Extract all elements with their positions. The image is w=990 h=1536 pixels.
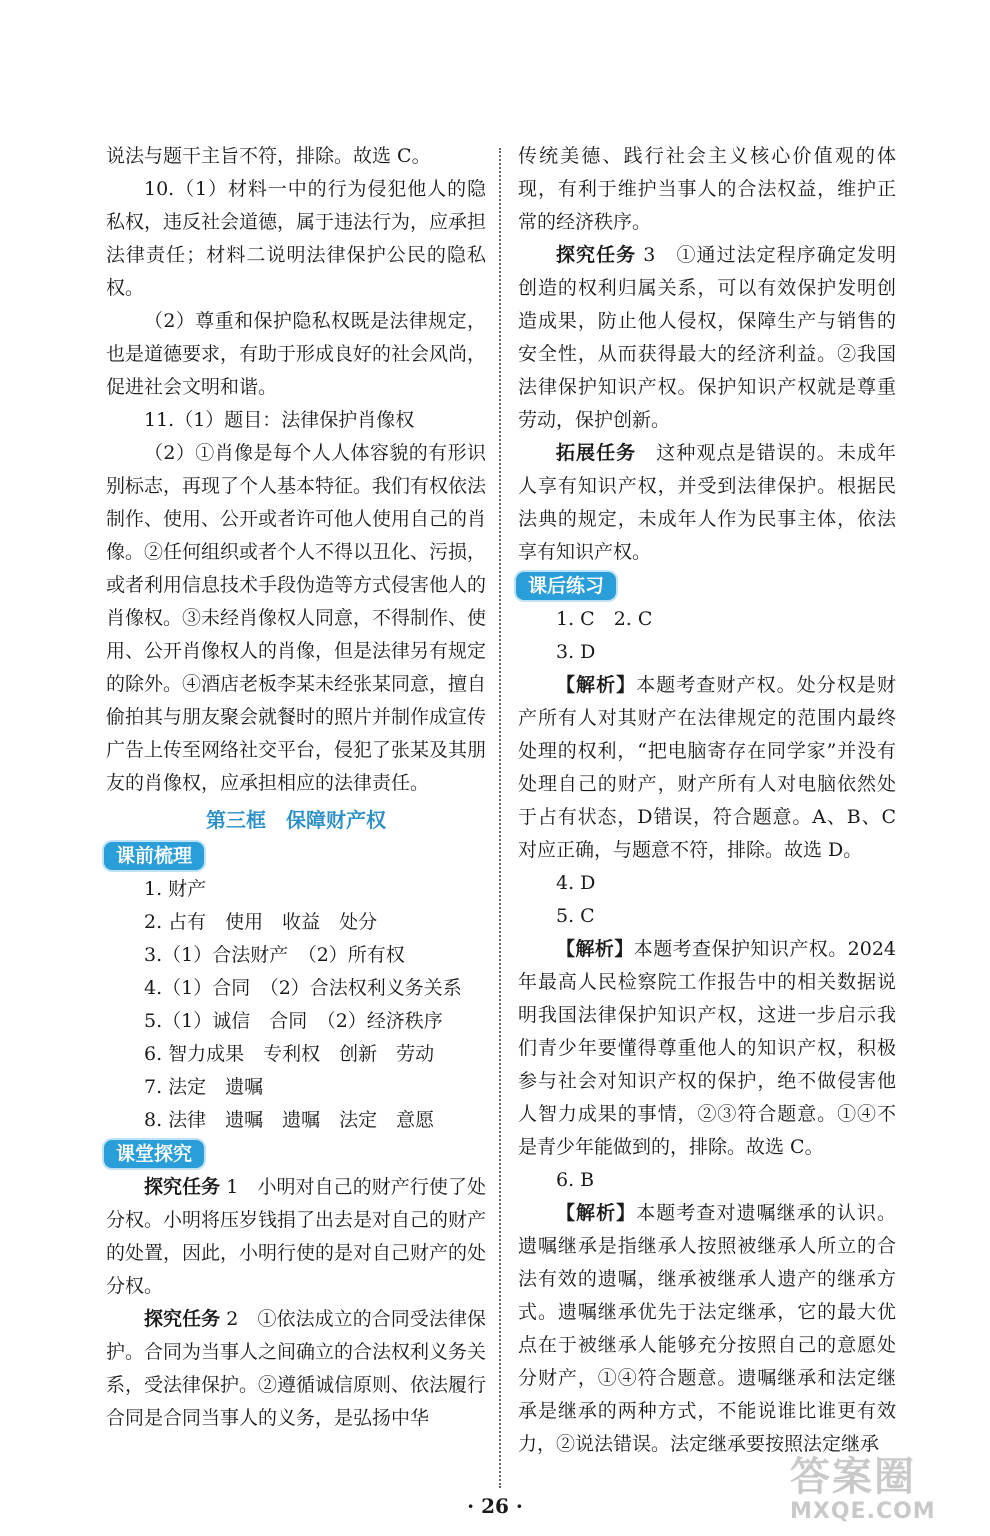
list-item: 8. 法律 遗嘱 遗嘱 法定 意愿 [144, 1109, 435, 1131]
analysis-3 [518, 669, 896, 867]
answer-1-2: 1. C 2. C [556, 608, 653, 630]
task-text: 3 ①通过法定程序确定发明创造的权利归属关系，可以有效保护发明创造成果，防止他人侵权，保障生产与销售的安全性，从而获得最大的经济利益。②我国法律保护知识产权。保护知识产权就是尊重劳动，保护创新。 [518, 244, 896, 431]
task-text: 这种观点是错误的。未成年人享有知识产权，并受到法律保护。根据民法典的规定，未成年人作为民事主体，依法享有知识产权。 [518, 442, 896, 563]
task-label: 探究任务 [556, 244, 637, 266]
watermark-text: 答案圈 [790, 1454, 916, 1500]
list-item: 7. 法定 遗嘱 [144, 1076, 264, 1098]
list-item: 6. 智力成果 专利权 创新 劳动 [144, 1043, 435, 1065]
answer-10-part2: （2）尊重和保护隐私权既是法律规定，也是道德要求，有助于形成良好的社会风尚，促进社会文明和谐。 [106, 310, 487, 398]
inquiry-task-2 [106, 1303, 486, 1435]
analysis-6 [518, 1197, 896, 1461]
task-text: 1 小明对自己的财产行使了处分权。小明将压岁钱捐了出去是对自己的财产的处置，因此，小明行使的是对自己财产的处分权。 [106, 1176, 487, 1297]
analysis-label: 【解析】 [556, 674, 637, 696]
list-item: 3.（1）合法财产 （2）所有权 [144, 944, 405, 966]
review-answer-list [106, 873, 486, 1137]
analysis-5 [518, 933, 896, 1164]
answer-4: 4. D [556, 872, 596, 894]
answer-6: 6. B [556, 1169, 595, 1191]
extension-task [518, 437, 896, 569]
answer-11-part1: 11.（1）题目：法律保护肖像权 [144, 409, 415, 431]
column-divider [499, 148, 501, 1488]
inquiry-task-3 [518, 239, 896, 437]
answer-11-part2: （2）①肖像是每个人人体容貌的有形识别标志，再现了个人基本特征。我们有权依法制作、使用、公开或者许可他人使用自己的肖像。②任何组织或者个人不得以丑化、污损，或者利用信息技术手段伪造等方式侵害他人的肖像权。③未经肖像权人同意，不得制作、使用、公开肖像权人的肖像，但是法律另有规定的除外。④酒店老板李某未经张某同意，擅自偷拍其与朋友聚会就餐时的照片并制作成宣传广告上传至网络社交平台，侵犯了张某及其朋友的肖像权，应承担相应的法律责任。 [106, 442, 487, 794]
badge-pre-class-review: 课前梳理 [104, 842, 204, 870]
analysis-label: 【解析】 [556, 1202, 637, 1224]
page-number: · 26 · [467, 1494, 523, 1518]
left-column [106, 140, 486, 1435]
list-item: 4.（1）合同 （2）合法权利义务关系 [144, 977, 462, 999]
badge-after-class-practice: 课后练习 [516, 572, 616, 600]
analysis-text: 本题考查对遗嘱继承的认识。遗嘱继承是指继承人按照被继承人所立的合法有效的遗嘱，继承被继承人遗产的继承方式。遗嘱继承优先于法定继承，它的最大优点在于被继承人能够充分按照自己的意愿处分财产，①④符合题意。遗嘱继承和法定继承是继承的两种方式，不能说谁比谁更有效力，②说法错误。法定继承要按照法定继承 [518, 1202, 896, 1455]
answer-3: 3. D [556, 641, 596, 663]
paragraph: 说法与题干主旨不符，排除。故选 C。 [106, 145, 431, 167]
list-item: 2. 占有 使用 收益 处分 [144, 911, 378, 933]
answer-10-part1: 10.（1）材料一中的行为侵犯他人的隐私权，违反社会道德，属于违法行为，应承担法律责任；材料二说明法律保护公民的隐私权。 [106, 178, 487, 299]
task-label: 探究任务 [144, 1308, 221, 1330]
task-label: 探究任务 [144, 1176, 221, 1198]
paragraph: 传统美德、践行社会主义核心价值观的体现，有利于维护当事人的合法权益，维护正常的经济秩序。 [518, 145, 896, 233]
analysis-text: 本题考查保护知识产权。2024 年最高人民检察院工作报告中的相关数据说明我国法律保护知识产权，这进一步启示我们青少年要懂得尊重他人的知识产权，积极参与社会对知识产权的保护，绝不做侵害他人智力成果的事情，②③符合题意。①④不是青少年能做到的，排除。故选 C。 [518, 938, 896, 1158]
list-item: 5.（1）诚信 合同 （2）经济秩序 [144, 1010, 443, 1032]
list-item: 1. 财产 [144, 878, 207, 900]
watermark-url: MXQE.COM [790, 1499, 936, 1524]
right-column [518, 140, 896, 1461]
badge-classroom-inquiry: 课堂探究 [104, 1140, 204, 1168]
task-text: 2 ①依法成立的合同受法律保护。合同为当事人之间确立的合法权利义务关系，受法律保护。②遵循诚信原则、依法履行合同是合同当事人的义务，是弘扬中华 [106, 1308, 487, 1429]
section-title: 第三框 保障财产权 [206, 808, 386, 832]
analysis-label: 【解析】 [556, 938, 634, 960]
inquiry-task-1 [106, 1171, 486, 1303]
analysis-text: 本题考查财产权。处分权是财产所有人对其财产在法律规定的范围内最终处理的权利，“把电脑寄存在同学家”并没有处理自己的财产，财产所有人对电脑依然处于占有状态，D错误，符合题意。A、B、C对应正确，与题意不符，排除。故选 D。 [518, 674, 896, 861]
task-label: 拓展任务 [556, 442, 637, 464]
answer-5: 5. C [556, 905, 595, 927]
watermark-logo [790, 1454, 980, 1530]
